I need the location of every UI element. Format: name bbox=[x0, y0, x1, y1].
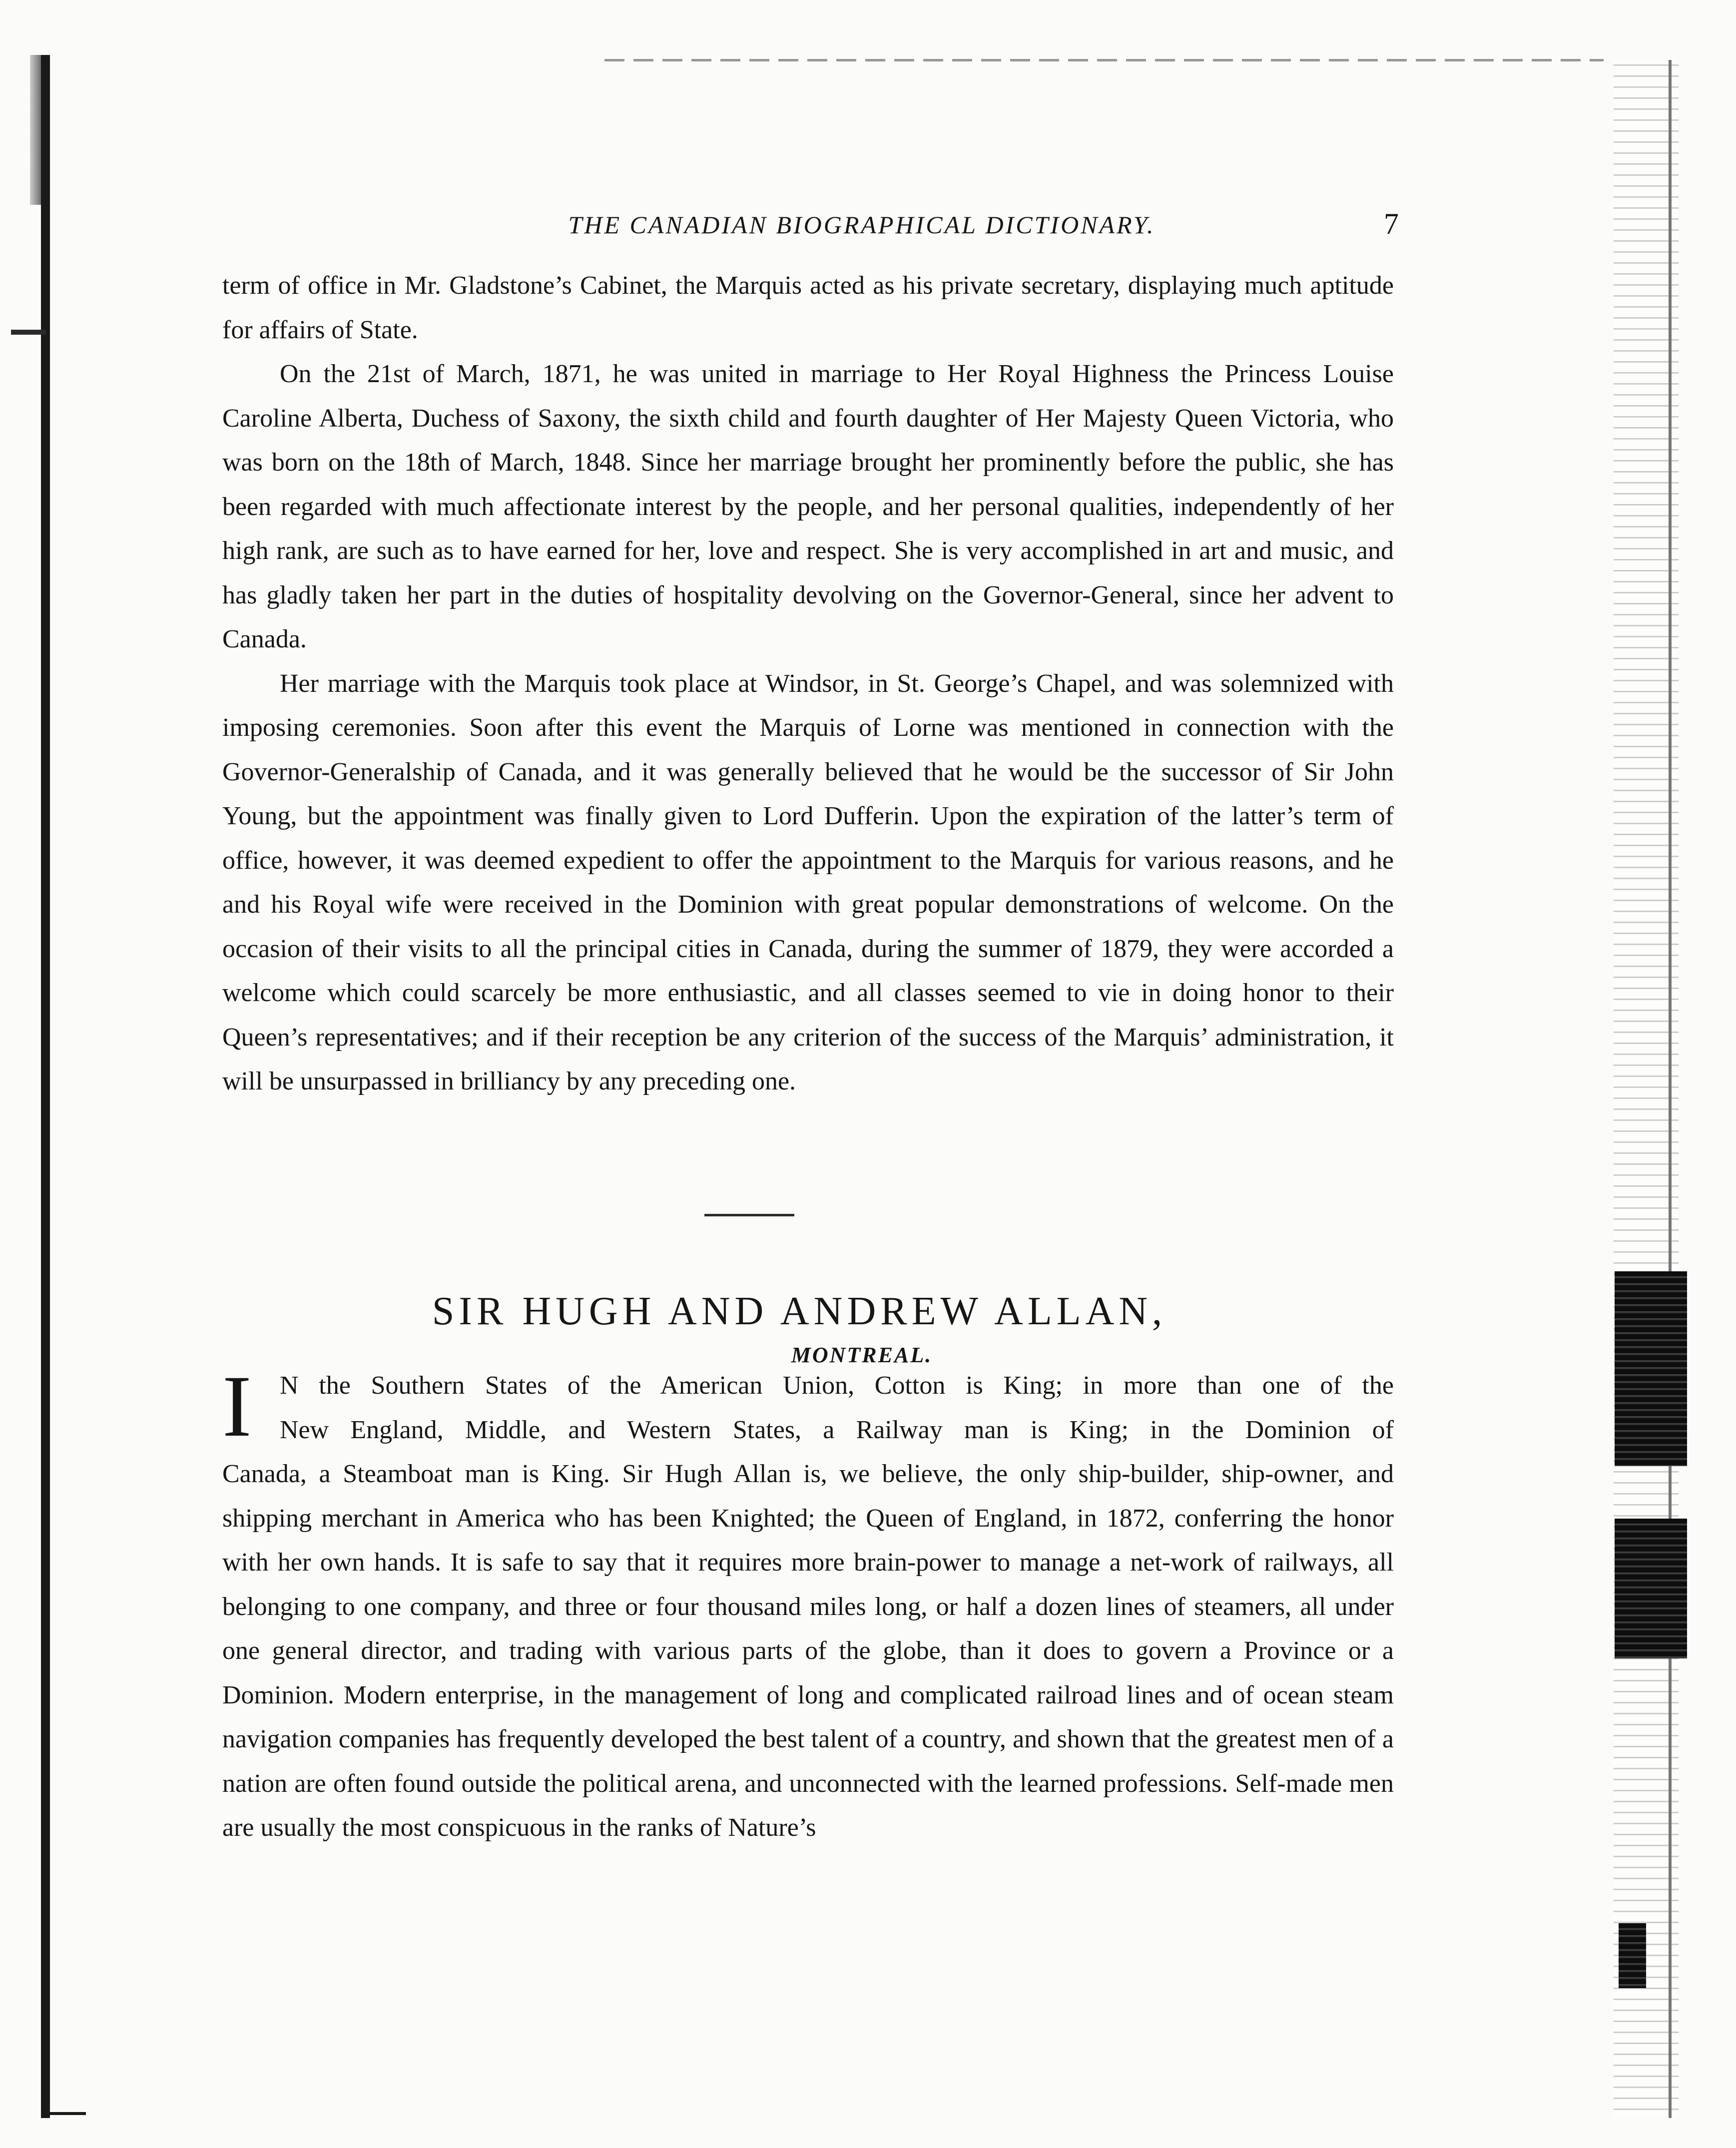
paragraph: On the 21st of March, 1871, he was united in marriage to Her Royal Highness the Princess Louise Caroline Alberta, Duchess of Saxony, the sixth child and fourth daughter of Her Majesty Queen Victoria, who was born on the 18th of March, 1848. Since her marriage brought her prominently before the public, she has been regarded with much affectionate interest by the people, and her personal qualities, independently of her high rank, are such as to have earned for her, love and respect. She is very accomplished in art and music, and has gladly taken her part in the duties of hospitality devolving on the Governor-General, since her advent to Canada. bbox=[222, 360, 1394, 653]
opening-paragraph bbox=[222, 1358, 1394, 1850]
scan-dark-block-3 bbox=[1619, 1923, 1646, 1988]
scan-top-edge bbox=[604, 59, 1604, 61]
scan-right-edge-line bbox=[1669, 60, 1672, 2118]
binding-edge-bottom bbox=[41, 2112, 86, 2115]
paragraph: term of office in Mr. Gladstone’s Cabinet, the Marquis acted as his private secretary, displaying much aptitude for affairs of State. bbox=[222, 271, 1394, 344]
opening-line-2: New England, Middle, and Western States, a Railway man is King; in the Dominion of bbox=[280, 1415, 1394, 1444]
binding-shadow bbox=[30, 55, 41, 205]
paragraph-text: Canada, a Steamboat man is King. Sir Hugh Allan is, we believe, the only ship-builder, ship-owner, and shipping merchant in America who has been Knighted; the Queen of England, in 1872, conferring the honor with her own hands. It is safe to say that it requires more brain-power to manage a net-work of railways, all belonging to one company, and three or four thousand miles long, or half a dozen lines of steamers, all under one general director, and trading with various parts of the globe, than it does to govern a Province or a Dominion. Modern enterprise, in the management of long and complicated railroad lines and of ocean steam navigation companies has frequently developed the best talent of a country, and shown that the greatest men of a nation are often found outside the political arena, and unconnected with the learned professions. Self-made men are usually the most conspicuous in the ranks of Nature’s bbox=[222, 1460, 1394, 1842]
article-heading: SIR HUGH AND ANDREW ALLAN, bbox=[432, 1289, 1167, 1333]
article-place: MONTREAL. bbox=[791, 1343, 933, 1367]
binding-edge-left bbox=[41, 55, 50, 2118]
article-continuation bbox=[222, 264, 1394, 1104]
page-number: 7 bbox=[1384, 207, 1399, 240]
drop-cap: I bbox=[222, 1358, 252, 1455]
page-tab-mark bbox=[11, 330, 46, 335]
running-head: THE CANADIAN BIOGRAPHICAL DICTIONARY. bbox=[568, 211, 1156, 239]
paragraph: Her marriage with the Marquis took place at Windsor, in St. George’s Chapel, and was solemnized with imposing ceremonies. Soon after this event the Marquis of Lorne was mentioned in connection with the Governor-Generalship of Canada, and it was generally believed that he would be the successor of Sir John Young, but the appointment was finally given to Lord Dufferin. Upon the expiration of the latter’s term of office, however, it was deemed expedient to offer the appointment to the Marquis for various reasons, and he and his Royal wife were received in the Dominion with great popular demonstrations of welcome. On the occasion of their visits to all the principal cities in Canada, during the summer of 1879, they were accorded a welcome which could scarcely be more enthusiastic, and all classes seemed to vie in doing honor to their Queen’s representatives; and if their reception be any criterion of the success of the Marquis’ administration, it will be unsurpassed in brilliancy by any preceding one. bbox=[222, 669, 1394, 1095]
section-separator bbox=[704, 1214, 794, 1216]
scan-dark-block-2 bbox=[1615, 1519, 1687, 1658]
article-body bbox=[222, 1358, 1394, 1850]
scan-dark-block-1 bbox=[1615, 1271, 1687, 1466]
opening-line-1: N the Southern States of the American Union, Cotton is King; in more than one of the bbox=[280, 1371, 1394, 1400]
